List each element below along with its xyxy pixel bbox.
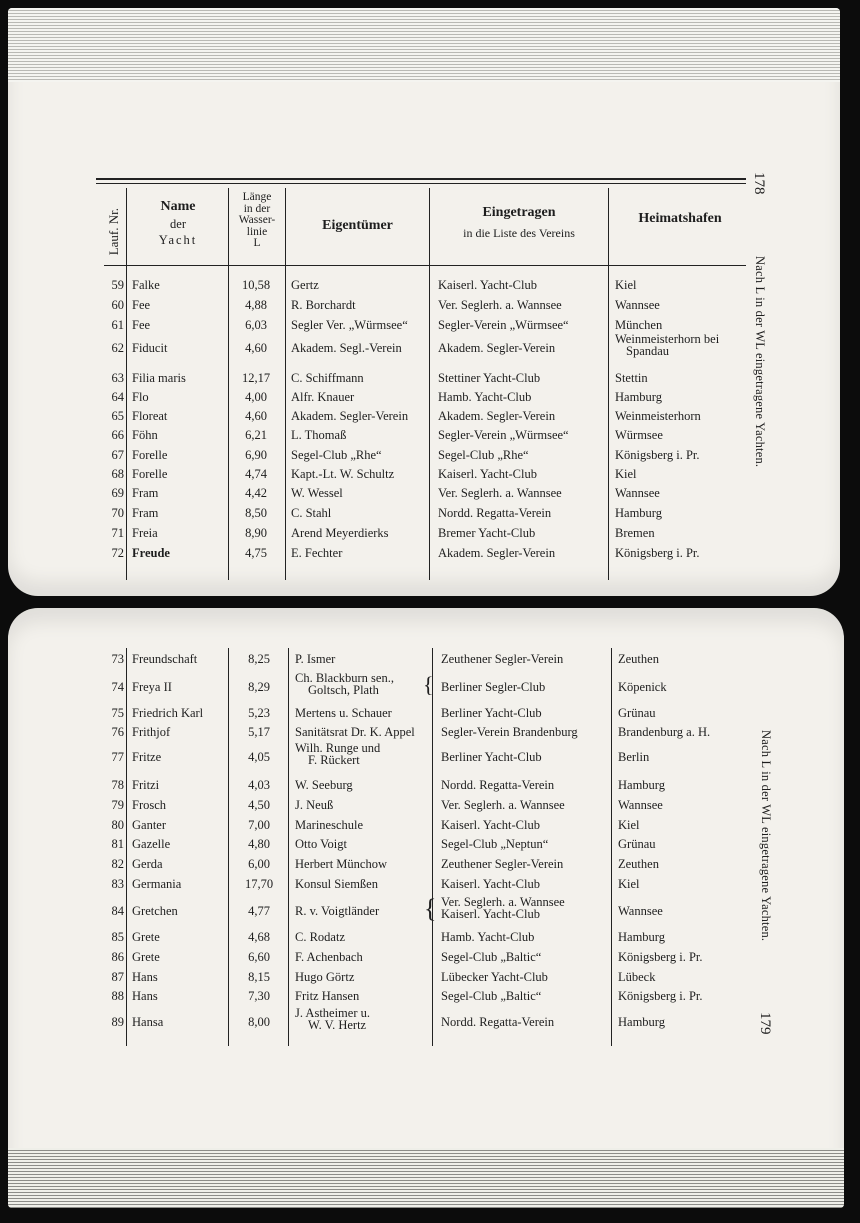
waterline-length: 4,74 [245, 467, 267, 481]
owner: Akadem. Segl.-Verein [291, 341, 402, 355]
home-port: Kiel [615, 278, 637, 292]
waterline-length: 8,50 [245, 506, 267, 520]
owner: W. Wessel [291, 486, 343, 500]
brace-row-74: { [423, 672, 434, 697]
owner: R. v. Voigtländer [295, 904, 380, 918]
owner: Hugo Görtz [295, 970, 355, 984]
waterline-length: 4,60 [245, 409, 267, 423]
waterline-length: 4,68 [248, 930, 270, 944]
row-number: 88 [111, 989, 124, 1003]
home-port: Brandenburg a. H. [618, 725, 711, 739]
row-number: 76 [111, 725, 124, 739]
home-port: Hamburg [618, 930, 665, 944]
col-divider [228, 648, 229, 1046]
home-port: Wannsee [618, 904, 663, 918]
owner: Gertz [291, 278, 319, 292]
home-port: Wannsee [615, 298, 660, 312]
header-laenge-line4: linie [246, 225, 268, 238]
home-port: Weinmeisterhorn bei [615, 332, 720, 346]
registered-club: Nordd. Regatta-Verein [438, 506, 552, 520]
header-eingetragen-line1: Eingetragen [482, 205, 556, 220]
owner: F. Achenbach [295, 950, 363, 964]
registered-club: Hamb. Yacht-Club [438, 390, 532, 404]
registered-club: Ver. Seglerh. a. Wannsee [438, 486, 562, 500]
top-rule [96, 178, 746, 180]
col-divider [429, 188, 430, 580]
yacht-name: Germania [132, 877, 182, 891]
owner: E. Fechter [291, 546, 343, 560]
col-divider [432, 648, 433, 1046]
waterline-length: 7,00 [248, 818, 270, 832]
registered-club: Berliner Yacht-Club [441, 706, 542, 720]
owner: Wilh. Runge und [295, 741, 381, 755]
owner: P. Ismer [295, 652, 336, 666]
top-page [8, 8, 840, 596]
owner: J. Neuß [295, 798, 334, 812]
home-port: Zeuthen [618, 652, 659, 666]
registered-club: Segel-Club „Baltic“ [441, 950, 542, 964]
yacht-name: Föhn [132, 428, 158, 442]
waterline-length: 8,25 [248, 652, 270, 666]
row-number: 87 [111, 970, 124, 984]
owner: Sanitätsrat Dr. K. Appel [295, 725, 415, 739]
brace-row-84: { [424, 894, 437, 923]
yacht-name: Frosch [132, 798, 167, 812]
col-divider [608, 188, 609, 580]
row-number: 72 [111, 546, 124, 560]
home-port: Königsberg i. Pr. [615, 546, 700, 560]
owner: Fritz Hansen [295, 989, 360, 1003]
registered-club: Segel-Club „Baltic“ [441, 989, 542, 1003]
home-port: Hamburg [615, 390, 662, 404]
home-port: Hamburg [618, 1015, 665, 1029]
registered-club: Zeuthener Segler-Verein [441, 857, 564, 871]
row-number: 61 [111, 318, 124, 332]
header-eingetragen-line2: in die Liste des Vereins [463, 226, 575, 240]
registered-club: Berliner Segler-Club [441, 680, 546, 694]
row-number: 67 [111, 448, 124, 462]
home-port: Lübeck [618, 970, 656, 984]
yacht-name: Filia maris [132, 371, 186, 385]
owner: C. Schiffmann [291, 371, 364, 385]
registered-club: Kaiserl. Yacht-Club [438, 467, 537, 481]
waterline-length: 4,05 [248, 750, 270, 764]
header-eingetragen [430, 202, 608, 242]
col-divider [611, 648, 612, 1046]
home-port: Kiel [618, 818, 640, 832]
owner: Ch. Blackburn sen., [295, 671, 394, 685]
yacht-name: Fiducit [132, 341, 168, 355]
yacht-name: Forelle [132, 448, 168, 462]
registered-club: Kaiserl. Yacht-Club [438, 278, 537, 292]
waterline-length: 6,60 [248, 950, 270, 964]
waterline-length: 5,17 [248, 725, 270, 739]
yacht-name: Fee [132, 298, 151, 312]
registered-club: Segler-Verein Brandenburg [441, 725, 578, 739]
registered-club: Segel-Club „Rhe“ [438, 448, 529, 462]
row-number: 77 [111, 750, 124, 764]
yacht-name: Friedrich Karl [132, 706, 204, 720]
yacht-name: Hansa [132, 1015, 164, 1029]
waterline-length: 4,60 [245, 341, 267, 355]
registered-club: Berliner Yacht-Club [441, 750, 542, 764]
owner: Segler Ver. „Würmsee“ [291, 318, 408, 332]
row-number: 64 [111, 390, 124, 404]
header-eigentuemer: Eigentümer [322, 218, 393, 233]
waterline-length: 4,75 [245, 546, 267, 560]
row-number: 78 [111, 778, 124, 792]
header-name-line3: Yacht [158, 233, 198, 247]
header-laufnr: Lauf. Nr. [106, 208, 121, 256]
registered-club: Nordd. Regatta-Verein [441, 1015, 555, 1029]
owner: Otto Voigt [295, 837, 347, 851]
waterline-length: 17,70 [244, 877, 274, 891]
owner: C. Rodatz [295, 930, 345, 944]
home-port: München [615, 318, 663, 332]
home-port: Stettin [615, 371, 648, 385]
owner: Akadem. Segler-Verein [291, 409, 409, 423]
header-laenge-line3: Wasser- [238, 214, 276, 226]
yacht-name: Freundschaft [132, 652, 198, 666]
owner: R. Borchardt [291, 298, 356, 312]
row-number: 60 [111, 298, 124, 312]
yacht-name: Fritzi [132, 778, 160, 792]
yacht-name: Gretchen [132, 904, 178, 918]
row-number: 84 [111, 904, 124, 918]
waterline-length: 8,29 [248, 680, 270, 694]
page-number: 178 [751, 172, 767, 195]
yacht-name: Fram [132, 506, 159, 520]
owner: Segel-Club „Rhe“ [291, 448, 382, 462]
col-divider [288, 648, 289, 1046]
owner-line2: W. V. Hertz [308, 1018, 367, 1032]
owner: W. Seeburg [295, 778, 353, 792]
owner: Konsul Siemßen [295, 877, 378, 891]
row-number: 86 [111, 950, 124, 964]
header-heimatshafen: Heimatshafen [638, 211, 722, 226]
row-number: 68 [111, 467, 124, 481]
home-port: Hamburg [615, 506, 662, 520]
home-port: Königsberg i. Pr. [615, 448, 700, 462]
home-port: Grünau [618, 837, 656, 851]
registered-club: Nordd. Regatta-Verein [441, 778, 555, 792]
waterline-length: 10,58 [241, 278, 271, 292]
registered-club: Ver. Seglerh. a. Wannsee [438, 298, 562, 312]
row-number: 70 [111, 506, 124, 520]
row-number: 62 [111, 341, 124, 355]
header-name-line1: Name [160, 199, 196, 214]
registered-club: Ver. Seglerh. a. Wannsee [441, 798, 565, 812]
registered-club: Kaiserl. Yacht-Club [441, 877, 540, 891]
home-port: Bremen [615, 526, 655, 540]
yacht-name: Hans [132, 970, 158, 984]
waterline-length: 4,80 [248, 837, 270, 851]
owner: Mertens u. Schauer [295, 706, 392, 720]
header-bottom-rule [104, 265, 746, 266]
yacht-name: Freude [132, 546, 170, 560]
waterline-length: 5,23 [248, 706, 270, 720]
bottom-table [8, 608, 844, 1208]
running-head: Nach L in der WL eingetragene Yachten. [753, 256, 767, 468]
home-port: Königsberg i. Pr. [618, 950, 703, 964]
row-number: 81 [111, 837, 124, 851]
owner: J. Astheimer u. [295, 1006, 370, 1020]
waterline-length: 6,90 [245, 448, 267, 462]
header-name [130, 198, 226, 248]
waterline-length: 12,17 [241, 371, 271, 385]
registered-club: Akadem. Segler-Verein [438, 409, 556, 423]
owner: L. Thomaß [291, 428, 347, 442]
header-laenge [229, 192, 285, 250]
yacht-name: Grete [132, 950, 160, 964]
row-number: 80 [111, 818, 124, 832]
waterline-length: 4,42 [245, 486, 267, 500]
col-divider [126, 188, 127, 580]
owner: Herbert Münchow [295, 857, 387, 871]
registered-club: Segler-Verein „Würmsee“ [438, 428, 569, 442]
yacht-name: Floreat [132, 409, 168, 423]
home-port: Zeuthen [618, 857, 659, 871]
row-number: 63 [111, 371, 124, 385]
row-number: 65 [111, 409, 124, 423]
owner: Marineschule [295, 818, 364, 832]
yacht-name: Gerda [132, 857, 163, 871]
home-port: Berlin [618, 750, 650, 764]
waterline-length: 6,03 [245, 318, 267, 332]
waterline-length: 4,88 [245, 298, 267, 312]
yacht-name: Freya II [132, 680, 172, 694]
owner: C. Stahl [291, 506, 332, 520]
header-laenge-line1: Länge [242, 191, 272, 203]
yacht-name: Ganter [132, 818, 167, 832]
home-port: Wannsee [615, 486, 660, 500]
home-port: Grünau [618, 706, 656, 720]
header-laenge-line2: in der [243, 202, 271, 215]
home-port: Köpenick [618, 680, 667, 694]
row-number: 66 [111, 428, 124, 442]
home-port: Wannsee [618, 798, 663, 812]
row-number: 79 [111, 798, 124, 812]
running-head: Nach L in der WL eingetragene Yachten. [759, 730, 773, 942]
registered-club: Kaiserl. Yacht-Club [441, 818, 540, 832]
top-table [8, 8, 840, 596]
waterline-length: 6,00 [248, 857, 270, 871]
waterline-length: 4,00 [245, 390, 267, 404]
owner: Alfr. Knauer [291, 390, 355, 404]
owner-line2: Goltsch, Plath [308, 683, 379, 697]
registered-club-line2: Kaiserl. Yacht-Club [441, 907, 540, 921]
waterline-length: 4,03 [248, 778, 270, 792]
registered-club: Segler-Verein „Würmsee“ [438, 318, 569, 332]
row-number: 85 [111, 930, 124, 944]
bottom-page-edges [8, 1148, 844, 1208]
bottom-page [8, 608, 844, 1208]
registered-club: Stettiner Yacht-Club [438, 371, 541, 385]
row-number: 74 [111, 680, 124, 694]
home-port: Würmsee [615, 428, 663, 442]
yacht-name: Hans [132, 989, 158, 1003]
home-port: Weinmeisterhorn [615, 409, 701, 423]
header-name-line2: der [170, 217, 186, 231]
row-number: 69 [111, 486, 124, 500]
waterline-length: 4,50 [248, 798, 270, 812]
registered-club: Ver. Seglerh. a. Wannsee [441, 895, 565, 909]
row-number: 71 [111, 526, 124, 540]
col-divider [285, 188, 286, 580]
owner: Arend Meyerdierks [291, 526, 389, 540]
row-number: 89 [111, 1015, 124, 1029]
yacht-name: Fritze [132, 750, 162, 764]
yacht-name: Falke [132, 278, 160, 292]
home-port: Königsberg i. Pr. [618, 989, 703, 1003]
top-rule-thin [96, 183, 746, 184]
registered-club: Bremer Yacht-Club [438, 526, 536, 540]
home-port-line2: Spandau [626, 344, 670, 358]
waterline-length: 6,21 [245, 428, 267, 442]
yacht-name: Fram [132, 486, 159, 500]
waterline-length: 7,30 [248, 989, 270, 1003]
row-number: 73 [111, 652, 124, 666]
registered-club: Akadem. Segler-Verein [438, 341, 556, 355]
owner: Kapt.-Lt. W. Schultz [291, 467, 395, 481]
home-port: Hamburg [618, 778, 665, 792]
page-number: 179 [757, 1012, 773, 1035]
row-number: 83 [111, 877, 124, 891]
registered-club: Hamb. Yacht-Club [441, 930, 535, 944]
header-laenge-line5: L [253, 237, 261, 249]
yacht-name: Gazelle [132, 837, 171, 851]
registered-club: Lübecker Yacht-Club [441, 970, 548, 984]
owner-line2: F. Rückert [308, 753, 360, 767]
home-port: Kiel [618, 877, 640, 891]
waterline-length: 4,77 [248, 904, 270, 918]
row-number: 82 [111, 857, 124, 871]
registered-club: Zeuthener Segler-Verein [441, 652, 564, 666]
yacht-name: Forelle [132, 467, 168, 481]
home-port: Kiel [615, 467, 637, 481]
yacht-name: Grete [132, 930, 160, 944]
waterline-length: 8,15 [248, 970, 270, 984]
yacht-name: Flo [132, 390, 149, 404]
row-number: 75 [111, 706, 124, 720]
row-number: 59 [111, 278, 124, 292]
registered-club: Segel-Club „Neptun“ [441, 837, 549, 851]
waterline-length: 8,00 [248, 1015, 270, 1029]
yacht-name: Frithjof [132, 725, 171, 739]
waterline-length: 8,90 [245, 526, 267, 540]
yacht-name: Freia [132, 526, 158, 540]
registered-club: Akadem. Segler-Verein [438, 546, 556, 560]
yacht-name: Fee [132, 318, 151, 332]
col-divider [126, 648, 127, 1046]
